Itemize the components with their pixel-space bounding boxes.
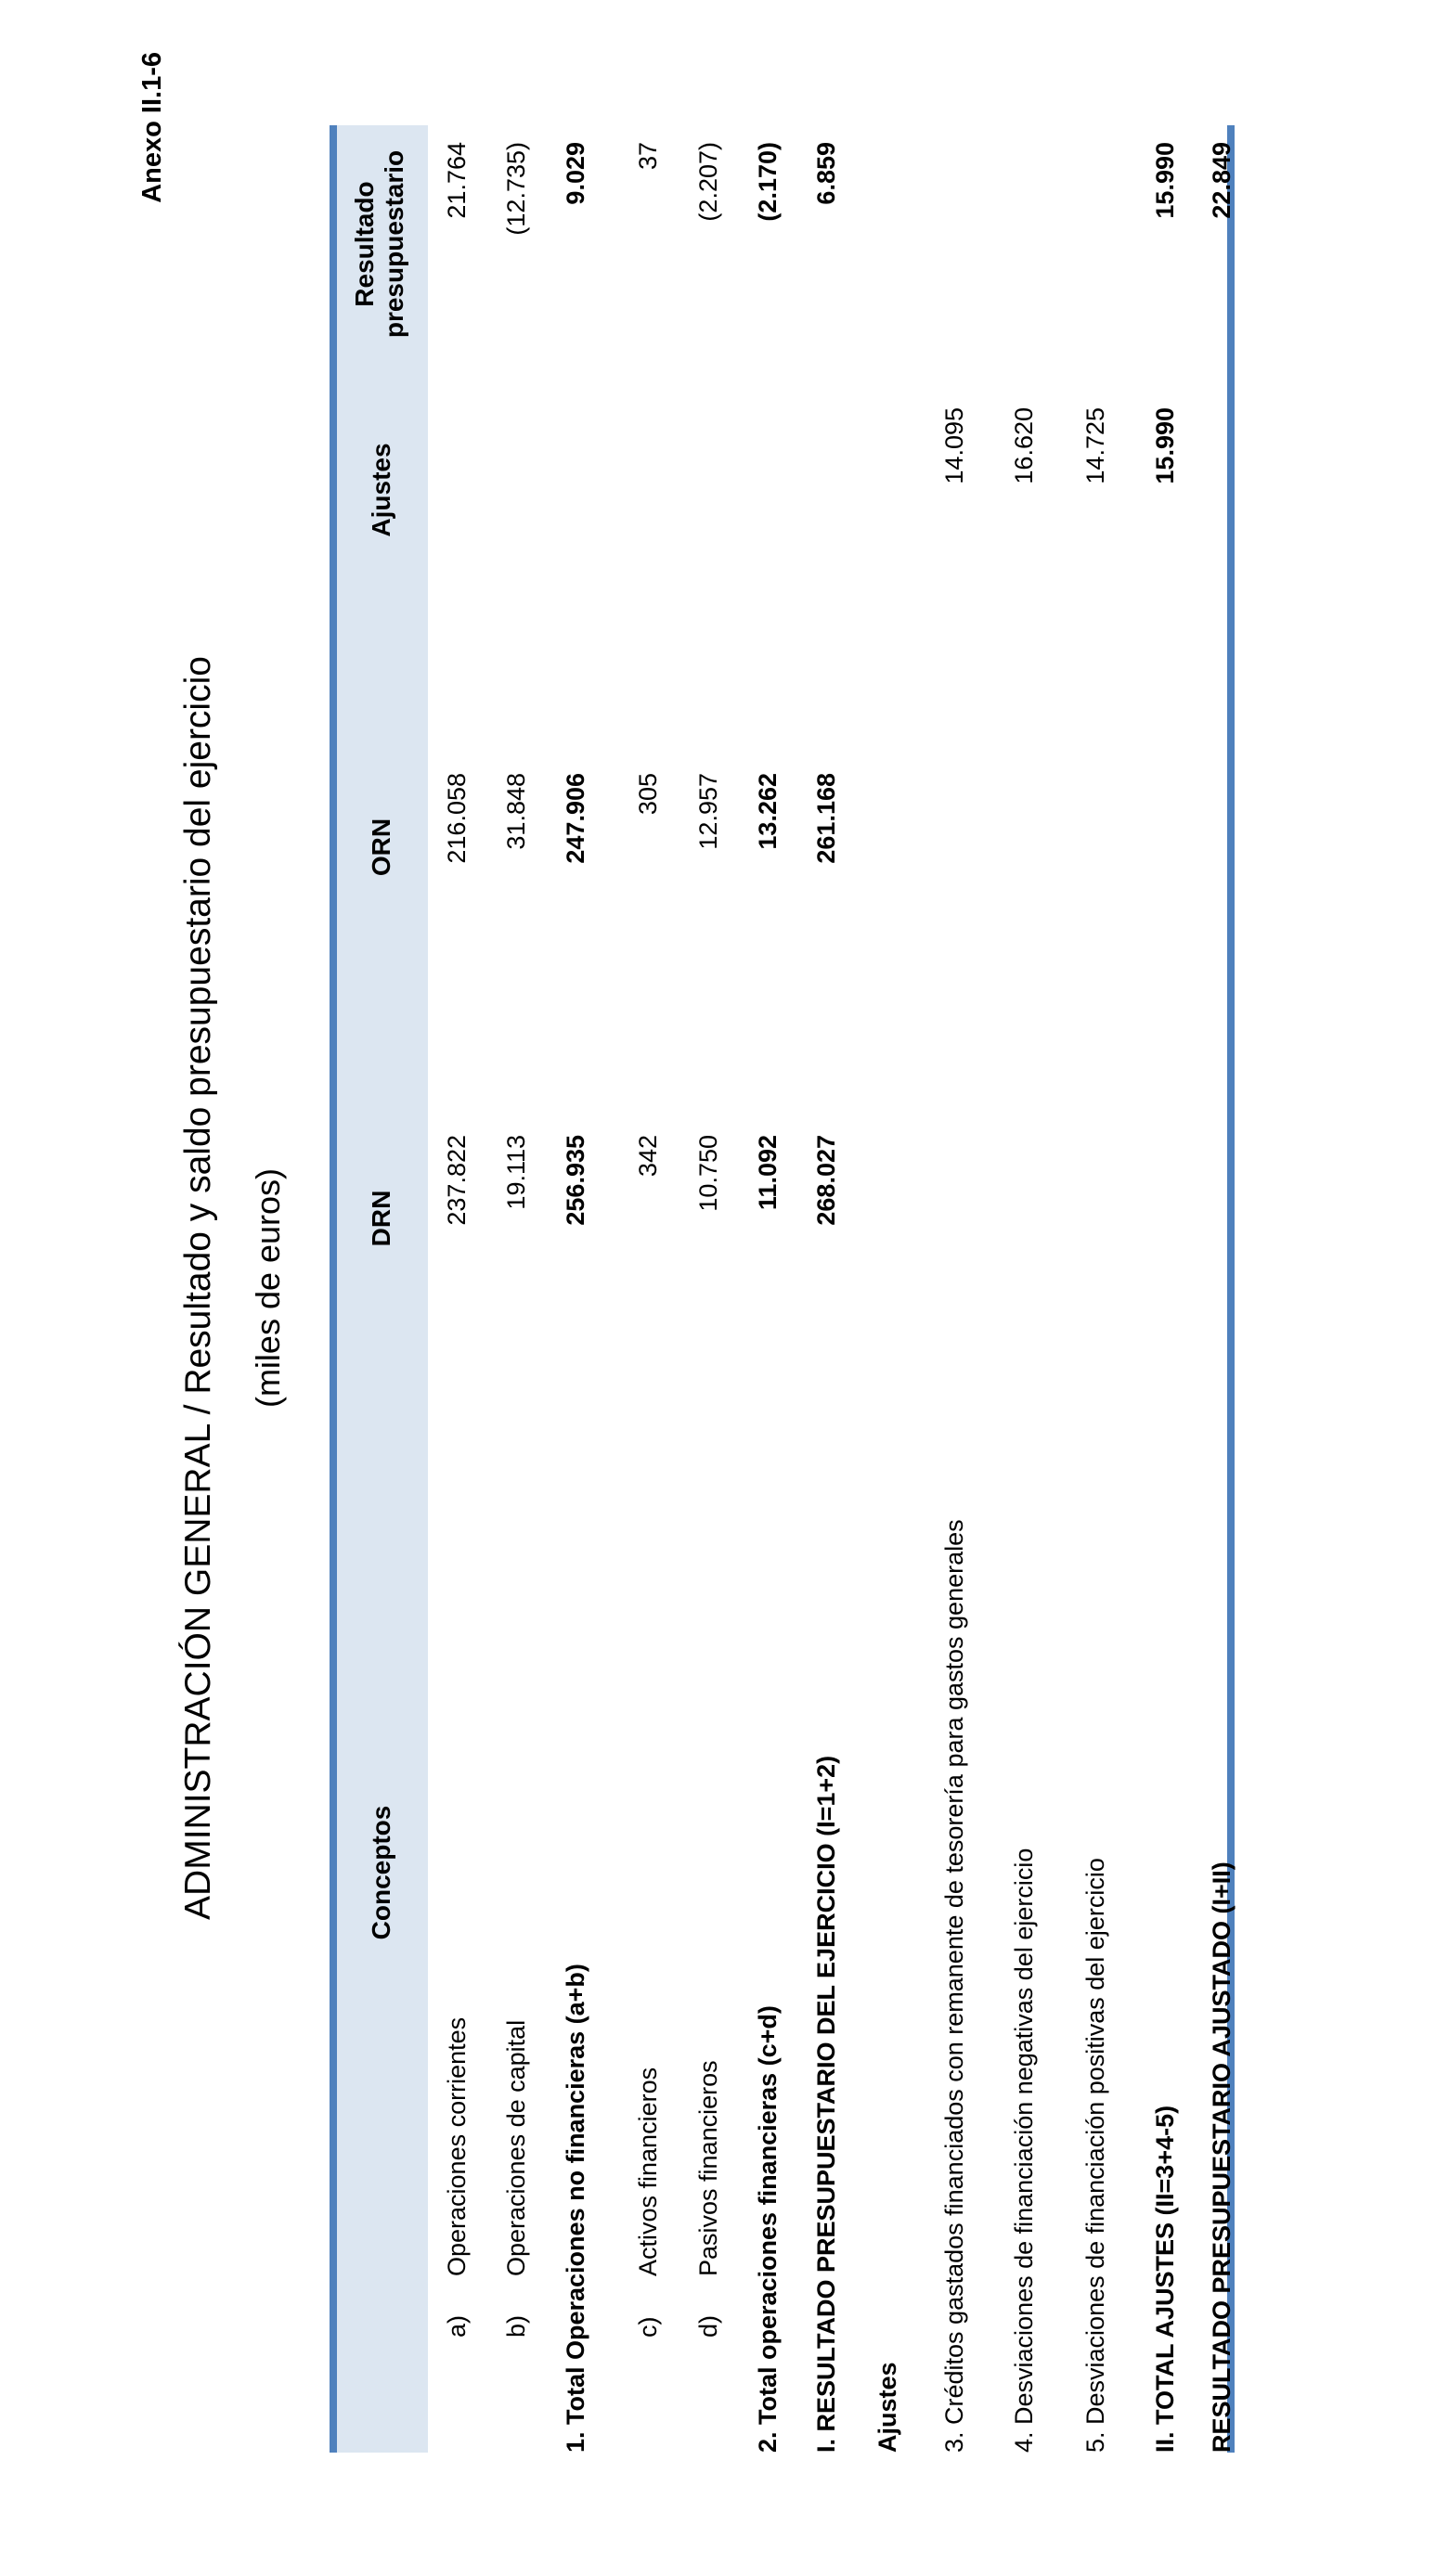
table-row [752,125,808,2453]
row-orn-value: 216.058 [443,773,471,864]
table-row [500,125,556,2453]
row-concept: Operaciones corrientes [443,2016,471,2276]
header-resultado [350,133,409,355]
row-concept: 2. Total operaciones financieras (c+d) [754,2005,782,2453]
budget-result-table [330,125,1235,2453]
row-concept: II. TOTAL AJUSTES (II=3+4-5) [1151,2105,1179,2453]
table-header [337,125,428,2453]
row-resultado-value: (2.170) [754,142,782,222]
row-letter: d) [694,2314,722,2338]
table-row [1080,125,1135,2453]
row-concept: RESULTADO PRESUPUESTARIO AJUSTADO (I+II) [1208,1861,1236,2453]
row-resultado-value: 22.849 [1208,142,1236,219]
row-orn-value: 247.906 [562,773,589,864]
row-orn-value: 31.848 [502,773,530,850]
row-letter: c) [634,2316,662,2338]
table-row [872,125,927,2453]
row-letter: a) [443,2314,471,2338]
header-resultado-line2: presupuestario [380,149,408,339]
header-orn: ORN [367,818,395,877]
row-resultado-value: 9.029 [562,142,589,205]
row-drn-value: 11.092 [754,1135,782,1211]
row-orn-value: 261.168 [812,773,840,864]
row-orn-value: 12.957 [694,773,722,850]
row-concept: 1. Total Operaciones no financieras (a+b) [562,1964,589,2453]
table-row [1008,125,1064,2453]
page-subtitle: (miles de euros) [249,1167,287,1409]
row-resultado-value: (12.735) [502,142,530,236]
table-row [632,125,688,2453]
row-drn-value: 237.822 [443,1135,471,1226]
page-title: ADMINISTRACIÓN GENERAL / Resultado y saldo presupuestario del ejercicio [178,656,218,1920]
row-ajustes-value: 14.095 [940,407,968,484]
row-concept: Pasivos financieros [694,2060,722,2276]
table-row [441,125,497,2453]
row-concept: 5. Desviaciones de financiación positivas del ejercicio [1081,1858,1109,2453]
row-resultado-value: 15.990 [1151,142,1179,219]
row-drn-value: 268.027 [812,1135,840,1226]
row-drn-value: 19.113 [502,1135,530,1210]
table-row [1206,125,1261,2453]
row-drn-value: 10.750 [694,1135,722,1212]
row-concept: 3. Créditos gastados financiados con remanente de tesorería para gastos generales [940,1519,968,2453]
header-concepts: Conceptos [367,1805,395,1940]
table-row [810,125,866,2453]
row-concept: 4. Desviaciones de financiación negativas del ejercicio [1010,1848,1038,2453]
row-ajustes-value: 14.725 [1081,407,1109,484]
table-row [692,125,748,2453]
row-concept: Activos financieros [634,2067,662,2276]
annex-label: Anexo II.1-6 [137,52,167,203]
table-row [938,125,994,2453]
row-drn-value: 342 [634,1135,662,1178]
header-ajustes: Ajustes [367,443,395,537]
row-concept: I. RESULTADO PRESUPUESTARIO DEL EJERCICIO (I=1+2) [812,1755,840,2453]
header-resultado-line1: Resultado [350,181,379,307]
table-row [560,125,615,2453]
row-resultado-value: 6.859 [812,142,840,205]
row-drn-value: 256.935 [562,1135,589,1226]
row-letter: b) [502,2314,530,2338]
row-concept: Operaciones de capital [502,2019,530,2276]
row-resultado-value: (2.207) [694,142,722,222]
table-row [1149,125,1205,2453]
row-concept: Ajustes [873,2362,901,2453]
row-resultado-value: 21.764 [443,142,471,219]
row-orn-value: 305 [634,773,662,816]
row-resultado-value: 37 [634,142,662,171]
row-ajustes-value: 16.620 [1010,407,1038,484]
row-ajustes-value: 15.990 [1151,407,1179,484]
row-orn-value: 13.262 [754,773,782,850]
header-drn: DRN [367,1190,395,1247]
